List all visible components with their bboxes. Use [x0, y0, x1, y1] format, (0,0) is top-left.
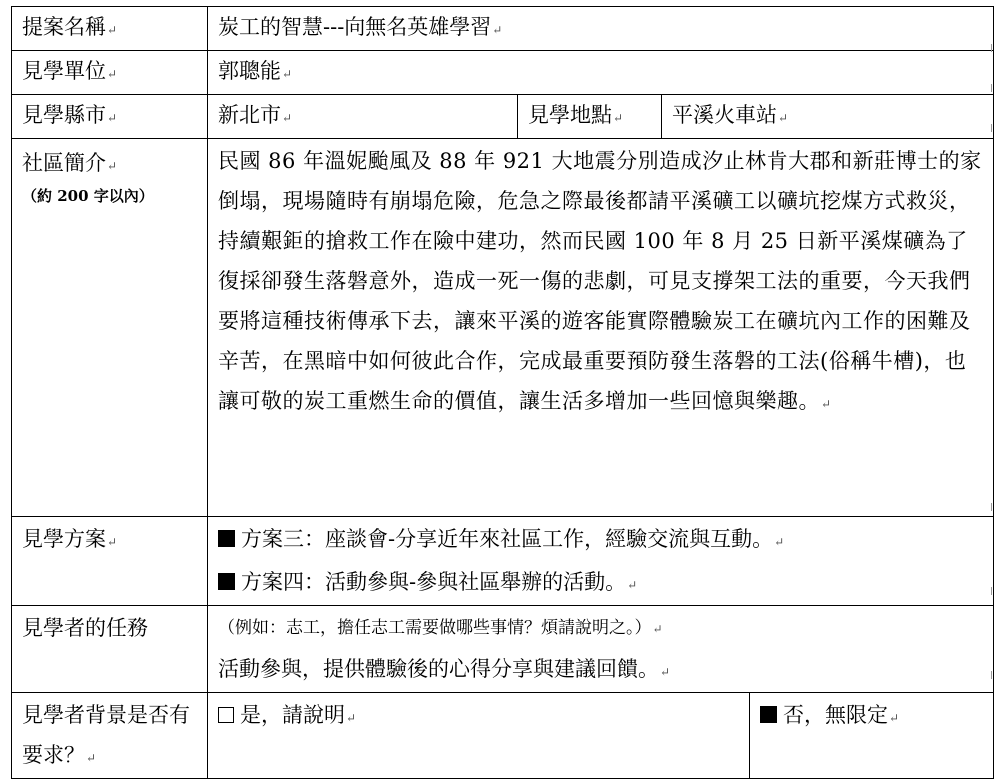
- place-label-cell: [518, 95, 662, 139]
- paragraph-mark-icon: ↵: [107, 23, 118, 37]
- paragraph-mark-icon: ↵: [492, 23, 503, 37]
- plan-item: [218, 519, 983, 562]
- plan-item: [218, 562, 983, 605]
- plan-item-text: 方案四：活動參與-參與社區舉辦的活動。: [241, 570, 627, 594]
- margin-marker: [991, 44, 1000, 52]
- task-value-cell: [208, 606, 994, 693]
- paragraph-mark-icon: ↵: [107, 159, 118, 173]
- paragraph-mark-icon: ↵: [107, 111, 118, 125]
- row-proposal-name: [12, 7, 994, 51]
- place-value-cell: [662, 95, 994, 139]
- background-yes-cell: [208, 693, 750, 779]
- margin-marker: [991, 124, 1000, 132]
- filled-square-icon: [218, 530, 235, 547]
- paragraph-mark-icon: ↵: [282, 111, 293, 125]
- proposal-form-table: [11, 6, 994, 779]
- community-length-note: （約 200 字以內）: [22, 187, 154, 205]
- margin-marker: [991, 503, 1000, 511]
- row-unit: [12, 51, 994, 95]
- paragraph-mark-icon: ↵: [282, 67, 293, 81]
- paragraph-mark-icon: ↵: [613, 111, 624, 125]
- paragraph-mark-icon: ↵: [821, 397, 832, 411]
- proposal-name-value-cell: [208, 7, 994, 51]
- margin-marker: [991, 84, 1000, 92]
- task-value-text: 活動參與，提供體驗後的心得分享與建議回饋。: [218, 657, 659, 681]
- plan-items-cell: [208, 517, 994, 606]
- paragraph-mark-icon: ↵: [107, 67, 118, 81]
- task-label: 見學者的任務: [22, 616, 148, 640]
- paragraph-mark-icon: ↵: [774, 535, 785, 549]
- unit-value-cell: [208, 51, 994, 95]
- paragraph-mark-icon: ↵: [652, 622, 663, 636]
- paragraph-mark-icon: ↵: [627, 578, 638, 592]
- community-label: 社區簡介: [22, 151, 106, 175]
- background-yes-option: 是，請說明: [240, 703, 345, 727]
- county-label: 見學縣市: [22, 103, 106, 127]
- paragraph-mark-icon: ↵: [86, 751, 97, 765]
- place-label: 見學地點: [528, 103, 612, 127]
- proposal-name-label-cell: [12, 7, 208, 51]
- background-no-cell: [750, 693, 994, 779]
- plan-item-text: 方案三：座談會-分享近年來社區工作，經驗交流與互動。: [241, 527, 774, 551]
- county-label-cell: [12, 95, 208, 139]
- paragraph-mark-icon: ↵: [660, 665, 671, 679]
- paragraph-mark-icon: ↵: [346, 711, 357, 725]
- background-no-option: 否，無限定: [783, 703, 888, 727]
- plan-label-cell: [12, 517, 208, 606]
- community-label-cell: [12, 139, 208, 517]
- background-label: 見學者背景是否有要求？: [22, 703, 190, 767]
- margin-marker: [991, 671, 1000, 679]
- task-label-cell: [12, 606, 208, 693]
- filled-square-icon: [218, 573, 235, 590]
- background-label-cell: [12, 693, 208, 779]
- proposal-name-label: 提案名稱: [22, 15, 106, 39]
- unit-value: 郭聰能: [218, 59, 281, 83]
- community-intro-text: 民國 86 年溫妮颱風及 88 年 921 大地震分別造成汐止林肯大郡和新莊博士的家倒塌，現場隨時有崩塌危險，危急之際最後都請平溪礦工以礦坑挖煤方式救災，持續艱鉅的搶救工作在險中建功，然而民國 100 年 8 月 25 日新平溪煤礦為了復採卻發生落磐意外，造成一死一傷的悲劇，可見支撐架工法的重要，今天我們要將這種技術傳承下去，讓來平溪的遊客能實際體驗炭工在礦坑內工作的困難及辛苦，在黑暗中如何彼此合作，完成最重要預防發生落磐的工法(俗稱牛槽)，也讓可敬的炭工重燃生命的價值，讓生活多增加一些回憶與樂趣。: [218, 149, 982, 413]
- paragraph-mark-icon: ↵: [778, 111, 789, 125]
- task-example: [218, 608, 983, 649]
- row-community: [12, 139, 994, 517]
- checkbox-unchecked-icon[interactable]: [218, 707, 234, 723]
- paragraph-mark-icon: ↵: [889, 711, 900, 725]
- margin-marker: [991, 587, 1000, 595]
- row-task: [12, 606, 994, 693]
- paragraph-mark-icon: ↵: [107, 535, 118, 549]
- unit-label: 見學單位: [22, 59, 106, 83]
- checkbox-checked-icon[interactable]: [760, 706, 777, 723]
- row-plan: [12, 517, 994, 606]
- task-value: [218, 649, 983, 692]
- community-text-cell: [208, 139, 994, 517]
- place-value: 平溪火車站: [672, 103, 777, 127]
- row-background: [12, 693, 994, 779]
- row-county: [12, 95, 994, 139]
- task-example-text: （例如：志工，擔任志工需要做哪些事情？煩請說明之。）: [218, 618, 652, 638]
- unit-label-cell: [12, 51, 208, 95]
- proposal-name-value: 炭工的智慧---向無名英雄學習: [218, 15, 492, 39]
- county-value: 新北市: [218, 103, 281, 127]
- county-value-cell: [208, 95, 518, 139]
- plan-label: 見學方案: [22, 527, 106, 551]
